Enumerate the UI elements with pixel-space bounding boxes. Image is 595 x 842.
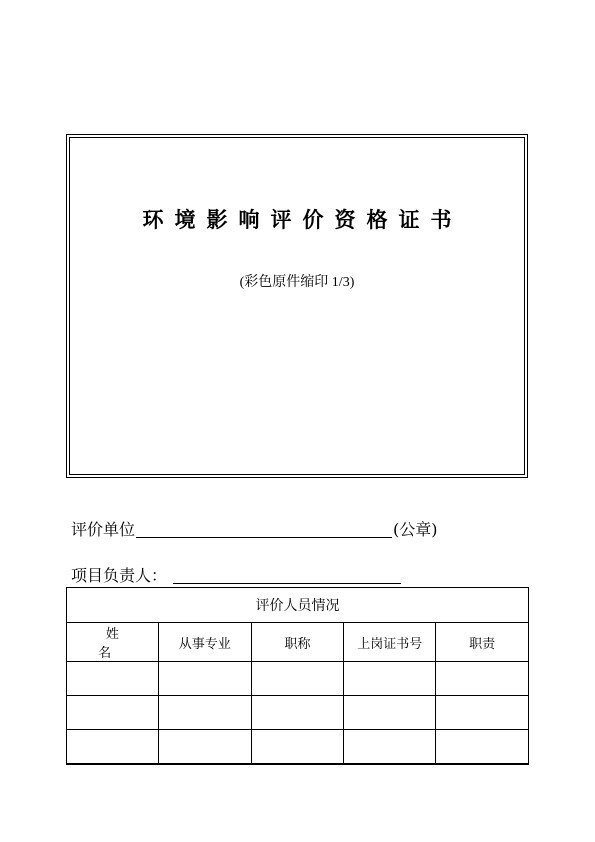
table-cell[interactable] [344,730,436,765]
evaluation-unit-label: 评价单位 [71,520,136,539]
table-cell[interactable] [344,696,436,730]
staff-table-header-row [67,623,529,662]
table-row [67,662,529,696]
table-cell[interactable] [251,696,344,730]
evaluation-unit-field [71,517,438,540]
table-cell[interactable] [344,662,436,696]
table-row [67,730,529,765]
table-cell[interactable] [158,662,251,696]
certificate-title: 环境影响评价资格证书 [142,207,463,232]
staff-table-caption: 评价人员情况 [67,588,529,623]
column-header-certificate-no: 上岗证书号 [344,623,436,662]
table-cell[interactable] [251,662,344,696]
certificate-subtitle: (彩色原件缩印 1/3) [239,275,355,290]
table-cell[interactable] [67,730,159,765]
certificate-frame [66,134,528,478]
evaluation-unit-seal-note: (公章) [393,520,438,539]
evaluation-unit-blank[interactable] [136,519,392,538]
column-header-duty: 职责 [436,623,529,662]
project-leader-label: 项目负责人： [71,566,168,585]
table-cell[interactable] [67,696,159,730]
table-cell[interactable] [158,730,251,765]
project-leader-blank[interactable] [173,565,401,584]
table-row [67,696,529,730]
table-cell[interactable] [436,730,529,765]
column-header-title: 职称 [251,623,344,662]
staff-table [66,587,529,765]
column-header-specialty: 从事专业 [158,623,251,662]
table-cell[interactable] [158,696,251,730]
project-leader-field [71,563,401,586]
table-cell[interactable] [67,662,159,696]
table-cell[interactable] [251,730,344,765]
table-cell[interactable] [436,662,529,696]
column-header-name: 姓 名 [67,623,159,662]
table-cell[interactable] [436,696,529,730]
certificate-inner-frame [69,137,525,475]
